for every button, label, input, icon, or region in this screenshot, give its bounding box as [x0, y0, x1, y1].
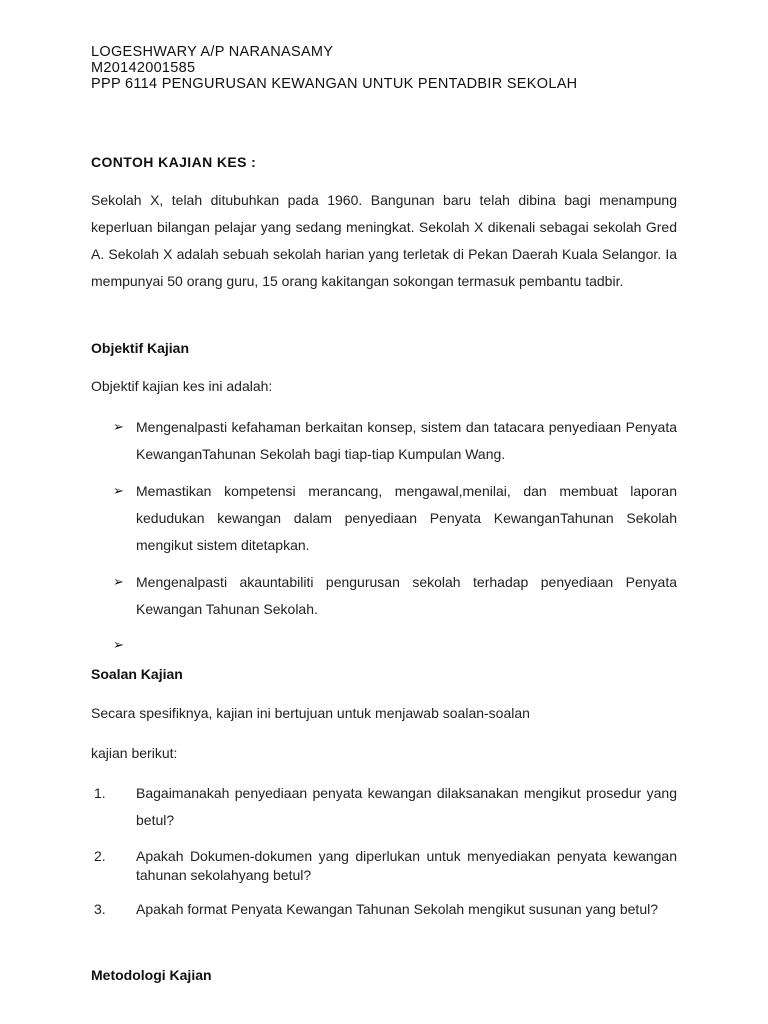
- objectives-heading: Objektif Kajian: [91, 340, 190, 356]
- question-item-3: Apakah format Penyata Kewangan Tahunan Sekolah mengikut susunan yang betul?: [136, 901, 658, 917]
- bullet-arrow-icon: ➢: [113, 574, 124, 589]
- question-number-3: 3.: [94, 901, 106, 917]
- bullet-arrow-icon: ➢: [113, 419, 124, 434]
- question-item-1: Bagaimanakah penyediaan penyata kewangan dilaksanakan mengikut prosedur yang betul?: [136, 785, 677, 828]
- bullet-arrow-icon: ➢: [113, 483, 124, 498]
- objective-item-3: Mengenalpasti akauntabiliti pengurusan sekolah terhadap penyediaan Penyata Kewangan Tahunan Sekolah.: [136, 574, 677, 617]
- objective-item-2: Memastikan kompetensi merancang, mengawal,menilai, dan membuat laporan kedudukan kewangan dalam penyediaan Penyata KewanganTahunan Sekolah mengikut sistem ditetapkan.: [136, 483, 677, 553]
- matric-number: M20142001585: [91, 60, 196, 76]
- question-item-2: Apakah Dokumen-dokumen yang diperlukan untuk menyediakan penyata kewangan tahunan sekolahyang betul?: [136, 848, 677, 883]
- objective-item-1: Mengenalpasti kefahaman berkaitan konsep, sistem dan tatacara penyediaan Penyata KewanganTahunan Sekolah bagi tiap-tiap Kumpulan Wang.: [136, 419, 677, 462]
- questions-intro-line2: kajian berikut:: [91, 745, 178, 761]
- question-number-1: 1.: [94, 785, 106, 801]
- course-title: PPP 6114 PENGURUSAN KEWANGAN UNTUK PENTADBIR SEKOLAH: [91, 76, 578, 92]
- questions-intro-line1: Secara spesifiknya, kajian ini bertujuan untuk menjawab soalan-soalan: [91, 705, 530, 721]
- author-name: LOGESHWARY A/P NARANASAMY: [91, 44, 334, 60]
- case-study-title: CONTOH KAJIAN KES :: [91, 154, 257, 170]
- objectives-intro: Objektif kajian kes ini adalah:: [91, 378, 273, 394]
- questions-heading: Soalan Kajian: [91, 666, 183, 682]
- bullet-arrow-icon: ➢: [113, 637, 124, 652]
- document-header: [91, 44, 691, 92]
- methodology-heading: Metodologi Kajian: [91, 967, 212, 983]
- intro-paragraph: Sekolah X, telah ditubuhkan pada 1960. Bangunan baru telah dibina bagi menampung keperluan bilangan pelajar yang sedang meningkat. Sekolah X dikenali sebagai sekolah Gred A. Sekolah X adalah sebuah sekolah harian yang terletak di Pekan Daerah Kuala Selangor. Ia mempunyai 50 orang guru, 15 orang kakitangan sokongan termasuk pembantu tadbir.: [91, 192, 677, 289]
- question-number-2: 2.: [94, 848, 106, 864]
